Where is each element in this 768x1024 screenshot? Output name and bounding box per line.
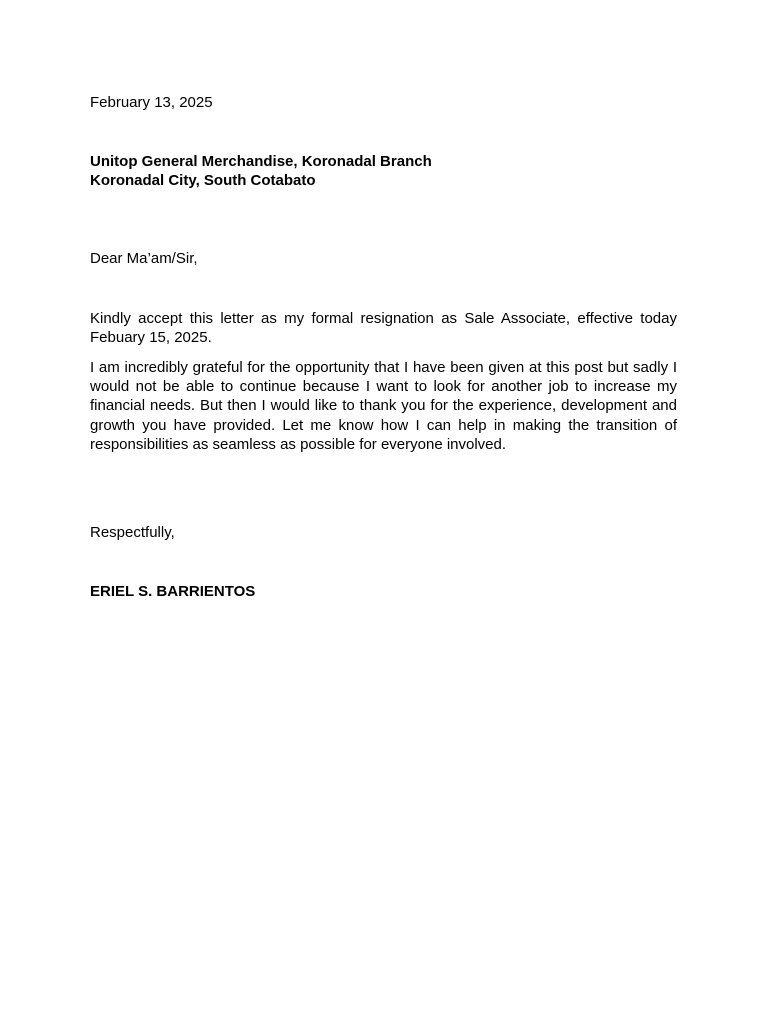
signature-name: ERIEL S. BARRIENTOS — [90, 583, 256, 600]
recipient-line-2: Koronadal City, South Cotabato — [90, 172, 316, 190]
letter-date: February 13, 2025 — [90, 94, 213, 111]
closing: Respectfully, — [90, 524, 175, 541]
recipient-address — [90, 152, 677, 190]
body-paragraph-1: Kindly accept this letter as my formal resignation as Sale Associate, effective today Febuary 15, 2025. — [90, 310, 677, 347]
recipient-line-1: Unitop General Merchandise, Koronadal Branch — [90, 153, 432, 170]
body-paragraph-2: I am incredibly grateful for the opportunity that I have been given at this post but sadly I would not be able to continue because I want to look for another job to increase my financial needs. But then I would like to thank you for the experience, development and growth you have provided. Let me know how I can help in making the transition of responsibilities as seamless as possible for everyone involved. — [90, 359, 677, 453]
salutation: Dear Ma’am/Sir, — [90, 250, 198, 267]
